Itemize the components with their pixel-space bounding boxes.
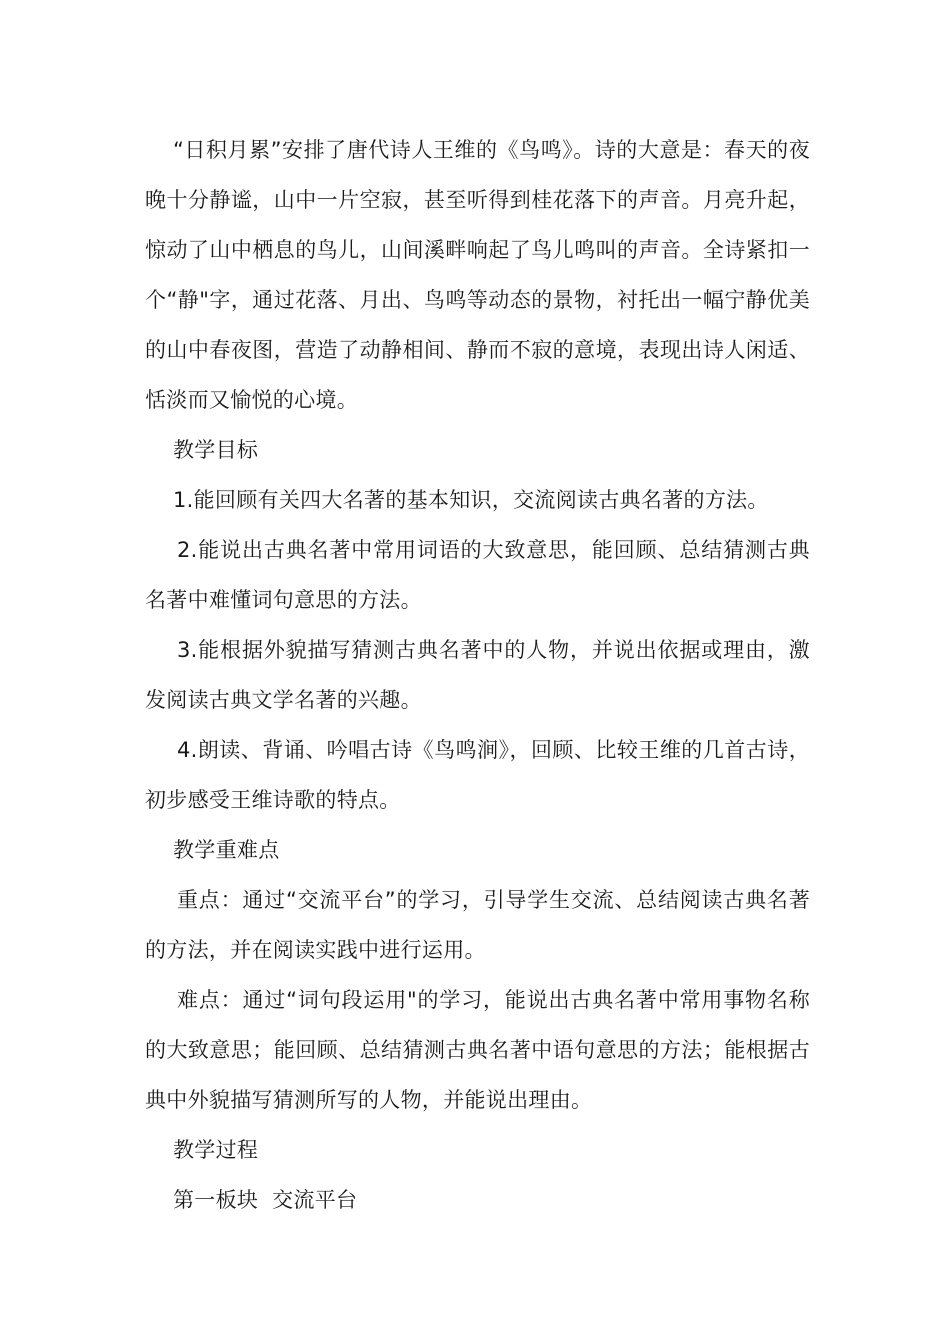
paragraph-poem-summary: “日积月累”安排了唐代诗人王维的《鸟鸣》。诗的大意是：春天的夜晚十分静谧，山中一片空寂，甚至听得到桂花落下的声音。月亮升起，惊动了山中栖息的鸟儿，山间溪畔响起了鸟儿鸣叫的声音。全诗紧扣一个“静"字，通过花落、月出、鸟鸣等动态的景物，衬托出一幅宁静优美的山中春夜图，营造了动静相间、静而不寂的意境，表现出诗人闲适、恬淡而又愉悦的心境。 bbox=[145, 138, 810, 412]
heading-teaching-goals: 教学目标 bbox=[173, 438, 259, 462]
difficulty-paragraph: 难点：通过“词句段运用"的学习，能说出古典名著中常用事物名称的大致意思；能回顾、总结猜测古典名著中语句意思的方法；能根据古典中外貌描写猜测所写的人物，并能说出理由。 bbox=[145, 988, 810, 1112]
goal-item-2: 2.能说出古典名著中常用词语的大致意思，能回顾、总结猜测古典名著中难懂词句意思的方法。 bbox=[145, 538, 810, 612]
goal-item-3: 3.能根据外貌描写猜测古典名著中的人物，并说出依据或理由，激发阅读古典文学名著的兴趣。 bbox=[145, 638, 810, 712]
key-point-paragraph: 重点：通过“交流平台”的学习，引导学生交流、总结阅读古典名著的方法，并在阅读实践中进行运用。 bbox=[145, 888, 810, 962]
goal-item-4: 4.朗读、背诵、吟唱古诗《鸟鸣涧》，回顾、比较王维的几首古诗，初步感受王维诗歌的特点。 bbox=[145, 738, 810, 812]
heading-key-difficulties: 教学重难点 bbox=[173, 838, 280, 862]
section-title-block-one: 第一板块 交流平台 bbox=[173, 1188, 358, 1212]
document-body bbox=[145, 125, 810, 1225]
heading-teaching-process: 教学过程 bbox=[173, 1138, 259, 1162]
goal-item-1: 1.能回顾有关四大名著的基本知识，交流阅读古典名著的方法。 bbox=[173, 488, 769, 512]
